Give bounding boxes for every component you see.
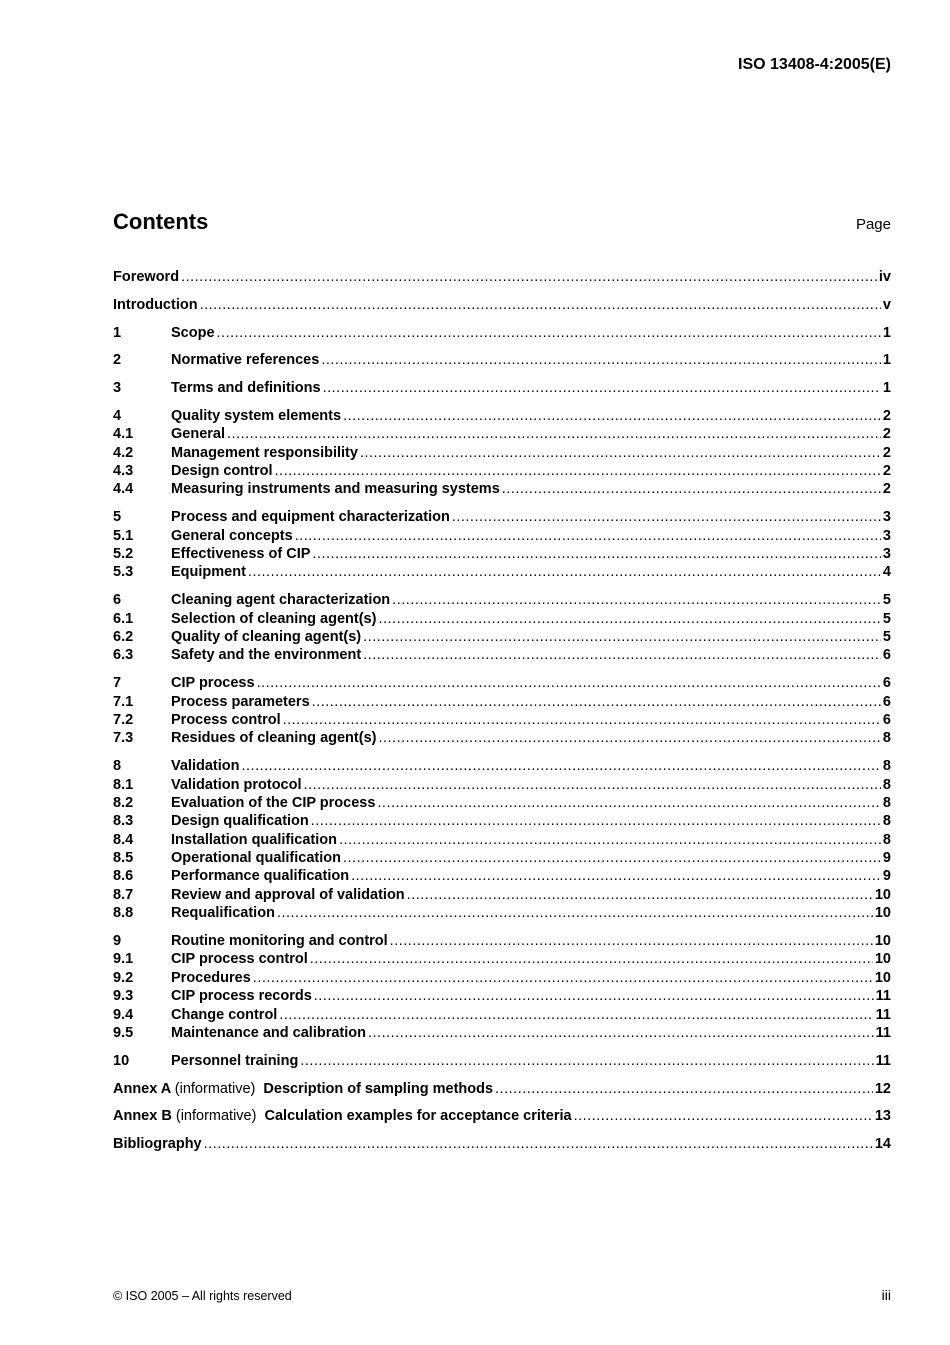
toc-group bbox=[113, 1135, 891, 1153]
dot-leader bbox=[304, 776, 881, 794]
toc-entry-page: 10 bbox=[874, 933, 891, 950]
toc-entry[interactable] bbox=[113, 794, 891, 812]
dot-leader bbox=[310, 950, 873, 968]
toc-entry-number: 4 bbox=[113, 407, 122, 424]
toc-entry-page: 2 bbox=[882, 463, 891, 480]
toc-group bbox=[113, 674, 891, 748]
dot-leader bbox=[283, 711, 881, 729]
dot-leader bbox=[390, 932, 873, 950]
toc-entry-number: 9.3 bbox=[113, 988, 134, 1005]
toc-group bbox=[113, 932, 891, 1042]
toc-entry-page: 8 bbox=[882, 831, 891, 848]
toc-entry-number: 4.1 bbox=[113, 426, 134, 443]
toc-entry-title: Procedures bbox=[171, 969, 251, 986]
toc-entry[interactable] bbox=[113, 831, 891, 849]
toc-entry-page: 2 bbox=[882, 444, 891, 461]
annex-label: Annex A bbox=[113, 1080, 171, 1097]
dot-leader bbox=[339, 831, 881, 849]
annex-label: Annex B bbox=[113, 1108, 172, 1125]
toc-entry-number: 8.1 bbox=[113, 776, 134, 793]
toc-entry-number: 6 bbox=[113, 592, 122, 609]
toc-entry[interactable] bbox=[113, 407, 891, 425]
toc-entry-number: 9.5 bbox=[113, 1024, 134, 1041]
toc-entry-page: 9 bbox=[882, 868, 891, 885]
toc-entry-title bbox=[113, 1080, 493, 1098]
toc-entry[interactable] bbox=[113, 904, 891, 922]
toc-entry-page: 11 bbox=[875, 1052, 891, 1069]
toc-entry-page: 1 bbox=[882, 352, 891, 369]
dot-leader bbox=[323, 379, 881, 397]
toc-entry-title: Cleaning agent characterization bbox=[171, 592, 391, 609]
toc-entry[interactable] bbox=[113, 628, 891, 646]
toc-entry[interactable] bbox=[113, 1107, 891, 1125]
toc-entry-page: iv bbox=[878, 269, 891, 285]
toc-entry-title: Requalification bbox=[171, 905, 275, 922]
toc-group bbox=[113, 1107, 891, 1125]
dot-leader bbox=[378, 610, 880, 628]
toc-entry-title: Change control bbox=[171, 1006, 278, 1023]
toc-entry-page: 2 bbox=[882, 426, 891, 443]
toc-entry[interactable] bbox=[113, 674, 891, 692]
toc-group bbox=[113, 1052, 891, 1070]
page-column-label: Page bbox=[855, 216, 891, 233]
toc-entry-title: Installation qualification bbox=[171, 831, 337, 848]
toc-entry-title: Validation protocol bbox=[171, 776, 302, 793]
toc-entry[interactable] bbox=[113, 1024, 891, 1042]
toc-entry-title: CIP process bbox=[171, 675, 255, 692]
toc-entry-title: Normative references bbox=[171, 352, 320, 369]
dot-leader bbox=[502, 480, 881, 498]
toc-entry-page: 1 bbox=[882, 380, 891, 397]
toc-entry-title: Quality of cleaning agent(s) bbox=[171, 628, 362, 645]
toc-entry-title: Introduction bbox=[113, 296, 198, 313]
toc-entry-number: 9.2 bbox=[113, 969, 134, 986]
toc-entry[interactable] bbox=[113, 268, 891, 286]
dot-leader bbox=[275, 462, 881, 480]
toc-entry-number: 5.2 bbox=[113, 546, 134, 563]
toc-entry-page: 10 bbox=[874, 905, 891, 922]
toc-entry-page: 12 bbox=[874, 1080, 891, 1097]
toc-group bbox=[113, 1080, 891, 1098]
dot-leader bbox=[200, 296, 881, 314]
toc-entry-title: Process and equipment characterization bbox=[171, 509, 450, 526]
dot-leader bbox=[253, 969, 873, 987]
toc-entry[interactable] bbox=[113, 591, 891, 609]
toc-entry-title: Routine monitoring and control bbox=[171, 933, 388, 950]
toc-entry-page: 8 bbox=[882, 794, 891, 811]
toc-entry-title bbox=[113, 1107, 572, 1125]
dot-leader bbox=[363, 646, 881, 664]
toc-group bbox=[113, 407, 891, 499]
toc-entry-title: Management responsibility bbox=[171, 444, 358, 461]
dot-leader bbox=[377, 794, 881, 812]
toc-entry[interactable] bbox=[113, 1052, 891, 1070]
toc-entry-number: 8.5 bbox=[113, 850, 134, 867]
dot-leader bbox=[351, 867, 881, 885]
toc-entry-page: 3 bbox=[882, 527, 891, 544]
toc-entry-page: 3 bbox=[882, 509, 891, 526]
toc-entry-page: 6 bbox=[882, 693, 891, 710]
toc-entry-page: v bbox=[882, 296, 891, 313]
toc-entry[interactable] bbox=[113, 867, 891, 885]
dot-leader bbox=[368, 1024, 874, 1042]
toc-entry-title: Personnel training bbox=[171, 1052, 299, 1069]
toc-entry[interactable] bbox=[113, 545, 891, 563]
dot-leader bbox=[314, 987, 874, 1005]
toc-entry-number: 4.4 bbox=[113, 481, 134, 498]
annex-title: Calculation examples for acceptance criteria bbox=[264, 1108, 572, 1125]
toc-entry[interactable] bbox=[113, 527, 891, 545]
toc-entry-number: 9 bbox=[113, 933, 122, 950]
toc-entry-page: 13 bbox=[874, 1108, 891, 1125]
toc-entry-number: 3 bbox=[113, 380, 122, 397]
toc-entry-number: 4.2 bbox=[113, 444, 134, 461]
dot-leader bbox=[360, 444, 881, 462]
toc-entry-title: Effectiveness of CIP bbox=[171, 546, 311, 563]
toc-entry-title: Bibliography bbox=[113, 1136, 202, 1153]
toc-entry-number: 2 bbox=[113, 352, 122, 369]
toc-entry-title: Performance qualification bbox=[171, 868, 350, 885]
toc-entry-title: Evaluation of the CIP process bbox=[171, 794, 376, 811]
toc-entry[interactable] bbox=[113, 563, 891, 581]
dot-leader bbox=[312, 693, 881, 711]
toc-group bbox=[113, 508, 891, 582]
toc-entry-title: Scope bbox=[171, 324, 215, 341]
dot-leader bbox=[312, 545, 881, 563]
toc-entry[interactable] bbox=[113, 849, 891, 867]
toc-entry-number: 7.3 bbox=[113, 730, 134, 747]
toc-entry-number: 5 bbox=[113, 509, 122, 526]
standard-number: ISO 13408-4:2005(E) bbox=[738, 56, 891, 73]
copyright-notice: © ISO 2005 – All rights reserved bbox=[113, 1289, 292, 1303]
toc-entry-number: 8.8 bbox=[113, 905, 134, 922]
toc-entry[interactable] bbox=[113, 886, 891, 904]
toc-entry-page: 14 bbox=[874, 1136, 891, 1153]
dot-leader bbox=[452, 508, 881, 526]
toc-entry-title: Quality system elements bbox=[171, 407, 342, 424]
toc-group bbox=[113, 324, 891, 342]
toc-entry-title: General concepts bbox=[171, 527, 293, 544]
toc-entry-page: 6 bbox=[882, 675, 891, 692]
toc-entry-number: 5.1 bbox=[113, 527, 134, 544]
toc-entry[interactable] bbox=[113, 729, 891, 747]
toc-entry-page: 6 bbox=[882, 647, 891, 664]
toc-entry-number: 5.3 bbox=[113, 564, 134, 581]
toc-entry-number: 6.3 bbox=[113, 647, 134, 664]
table-of-contents bbox=[113, 268, 891, 1163]
dot-leader bbox=[311, 812, 881, 830]
toc-entry-title: General bbox=[171, 426, 225, 443]
toc-entry-title: Process parameters bbox=[171, 693, 310, 710]
toc-entry-page: 9 bbox=[882, 850, 891, 867]
toc-entry-page: 11 bbox=[875, 988, 891, 1005]
toc-group bbox=[113, 379, 891, 397]
toc-entry-number: 9.1 bbox=[113, 951, 134, 968]
dot-leader bbox=[277, 904, 873, 922]
dot-leader bbox=[407, 886, 873, 904]
toc-entry[interactable] bbox=[113, 950, 891, 968]
annex-type: (informative) bbox=[174, 1080, 256, 1097]
dot-leader bbox=[248, 563, 881, 581]
dot-leader bbox=[378, 729, 880, 747]
toc-entry-number: 6.2 bbox=[113, 628, 134, 645]
toc-entry-page: 8 bbox=[882, 758, 891, 775]
toc-entry-page: 8 bbox=[882, 730, 891, 747]
toc-entry[interactable] bbox=[113, 296, 891, 314]
toc-entry[interactable] bbox=[113, 711, 891, 729]
toc-entry-title: Safety and the environment bbox=[171, 647, 362, 664]
toc-entry[interactable] bbox=[113, 757, 891, 775]
toc-entry-number: 8.3 bbox=[113, 813, 134, 830]
toc-entry-page: 6 bbox=[882, 711, 891, 728]
toc-group bbox=[113, 351, 891, 369]
toc-group bbox=[113, 757, 891, 923]
toc-entry[interactable] bbox=[113, 444, 891, 462]
toc-entry-number: 8.2 bbox=[113, 794, 134, 811]
toc-entry-number: 10 bbox=[113, 1052, 130, 1069]
toc-entry[interactable] bbox=[113, 480, 891, 498]
toc-entry-page: 5 bbox=[882, 610, 891, 627]
toc-entry-page: 10 bbox=[874, 951, 891, 968]
toc-entry-number: 7 bbox=[113, 675, 122, 692]
toc-entry-page: 4 bbox=[882, 564, 891, 581]
toc-entry-title: Terms and definitions bbox=[171, 380, 321, 397]
page-title: Contents bbox=[113, 209, 209, 234]
dot-leader bbox=[227, 425, 881, 443]
toc-entry[interactable] bbox=[113, 379, 891, 397]
toc-entry-number: 4.3 bbox=[113, 463, 134, 480]
dot-leader bbox=[574, 1107, 873, 1125]
toc-entry-title: Process control bbox=[171, 711, 281, 728]
toc-entry-page: 5 bbox=[882, 628, 891, 645]
toc-entry-title: Maintenance and calibration bbox=[171, 1024, 366, 1041]
toc-entry-page: 5 bbox=[882, 592, 891, 609]
toc-entry[interactable] bbox=[113, 1080, 891, 1098]
toc-entry-page: 11 bbox=[875, 1024, 891, 1041]
toc-entry-title: Selection of cleaning agent(s) bbox=[171, 610, 377, 627]
toc-entry-title: Design qualification bbox=[171, 813, 309, 830]
toc-entry-page: 8 bbox=[882, 813, 891, 830]
toc-entry-page: 11 bbox=[875, 1006, 891, 1023]
toc-entry-title: Foreword bbox=[113, 269, 180, 285]
toc-entry-number: 7.1 bbox=[113, 693, 134, 710]
toc-entry-title: Residues of cleaning agent(s) bbox=[171, 730, 377, 747]
toc-entry[interactable] bbox=[113, 462, 891, 480]
toc-entry[interactable] bbox=[113, 812, 891, 830]
dot-leader bbox=[495, 1080, 873, 1098]
toc-entry-number: 8.4 bbox=[113, 831, 134, 848]
toc-entry[interactable] bbox=[113, 693, 891, 711]
dot-leader bbox=[181, 268, 877, 286]
toc-entry-number: 8.7 bbox=[113, 886, 134, 903]
dot-leader bbox=[392, 591, 881, 609]
toc-entry-page: 10 bbox=[874, 886, 891, 903]
toc-entry-number: 7.2 bbox=[113, 711, 134, 728]
dot-leader bbox=[343, 849, 881, 867]
toc-entry-title: CIP process records bbox=[171, 988, 312, 1005]
toc-entry-page: 2 bbox=[882, 481, 891, 498]
toc-entry-number: 8.6 bbox=[113, 868, 134, 885]
toc-entry[interactable] bbox=[113, 324, 891, 342]
annex-type: (informative) bbox=[175, 1108, 257, 1125]
page-number: iii bbox=[881, 1287, 891, 1303]
toc-entry[interactable] bbox=[113, 425, 891, 443]
dot-leader bbox=[242, 757, 881, 775]
dot-leader bbox=[295, 527, 881, 545]
dot-leader bbox=[204, 1135, 873, 1153]
toc-entry-number: 8 bbox=[113, 758, 122, 775]
toc-entry-page: 2 bbox=[882, 407, 891, 424]
toc-entry[interactable] bbox=[113, 508, 891, 526]
toc-entry-title: Design control bbox=[171, 463, 273, 480]
toc-group bbox=[113, 296, 891, 314]
toc-entry-page: 1 bbox=[882, 324, 891, 341]
dot-leader bbox=[257, 674, 881, 692]
toc-group bbox=[113, 268, 891, 286]
toc-entry-title: Operational qualification bbox=[171, 850, 341, 867]
toc-entry[interactable] bbox=[113, 932, 891, 950]
toc-entry[interactable] bbox=[113, 351, 891, 369]
toc-entry-number: 6.1 bbox=[113, 610, 134, 627]
dot-leader bbox=[343, 407, 881, 425]
toc-entry[interactable] bbox=[113, 776, 891, 794]
toc-entry[interactable] bbox=[113, 1135, 891, 1153]
toc-entry[interactable] bbox=[113, 1006, 891, 1024]
toc-entry-page: 10 bbox=[874, 969, 891, 986]
dot-leader bbox=[363, 628, 881, 646]
dot-leader bbox=[279, 1006, 873, 1024]
toc-entry[interactable] bbox=[113, 646, 891, 664]
toc-entry-title: Validation bbox=[171, 758, 240, 775]
toc-entry-page: 3 bbox=[882, 546, 891, 563]
annex-title: Description of sampling methods bbox=[263, 1080, 494, 1097]
toc-group bbox=[113, 591, 891, 665]
toc-entry-page: 8 bbox=[882, 776, 891, 793]
toc-entry-title: Review and approval of validation bbox=[171, 886, 405, 903]
dot-leader bbox=[300, 1052, 873, 1070]
toc-entry[interactable] bbox=[113, 987, 891, 1005]
toc-entry-number: 1 bbox=[113, 324, 122, 341]
toc-entry[interactable] bbox=[113, 610, 891, 628]
toc-entry-number: 9.4 bbox=[113, 1006, 134, 1023]
dot-leader bbox=[321, 351, 881, 369]
toc-entry-title: CIP process control bbox=[171, 951, 308, 968]
toc-entry-title: Equipment bbox=[171, 564, 246, 581]
toc-entry[interactable] bbox=[113, 969, 891, 987]
dot-leader bbox=[217, 324, 881, 342]
toc-entry-title: Measuring instruments and measuring systems bbox=[171, 481, 500, 498]
